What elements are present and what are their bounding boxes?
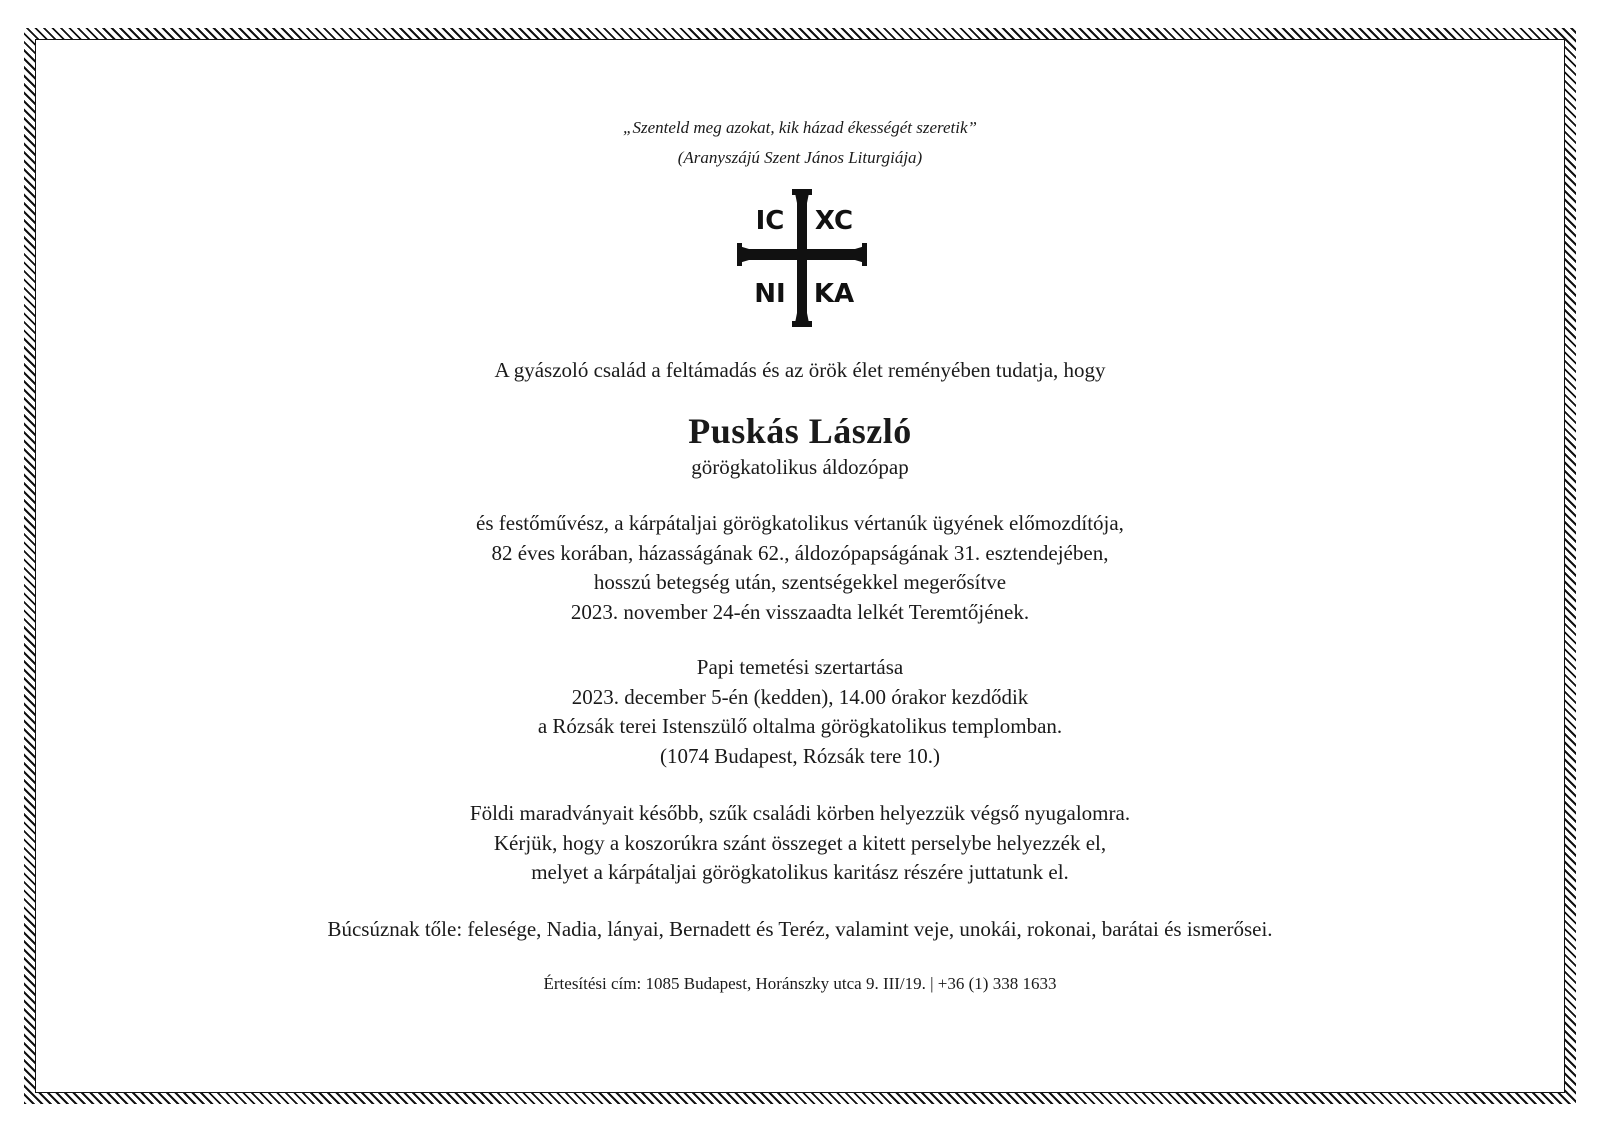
farewell-line: Búcsúznak tőle: felesége, Nadia, lányai, Bernadett és Teréz, valamint veje, unokái, rokonai, barátai és ismerősei. bbox=[327, 917, 1273, 941]
text-line: (1074 Budapest, Rózsák tere 10.) bbox=[660, 743, 940, 768]
cross-text-top-right: XC bbox=[814, 206, 854, 236]
cross-text-bottom-right: KA bbox=[813, 279, 855, 309]
motto bbox=[35, 113, 1565, 173]
text-line: a Rózsák terei Istenszülő oltalma görögkatolikus templomban. bbox=[537, 714, 1063, 738]
burial-paragraph bbox=[35, 799, 1565, 888]
contact-line: Értesítési cím: 1085 Budapest, Horánszky utca 9. III/19. | +36 (1) 338 1633 bbox=[543, 974, 1057, 993]
motto-source: (Aranyszájú Szent János Liturgiája) bbox=[677, 148, 923, 167]
text-line: hosszú betegség után, szentségekkel megerősítve bbox=[593, 570, 1007, 594]
text-line: melyet a kárpátaljai görögkatolikus karitász részére juttatunk el. bbox=[531, 860, 1069, 884]
text-line: Földi maradványait később, szűk családi körben helyezzük végső nyugalomra. bbox=[469, 801, 1131, 825]
funeral-details-paragraph bbox=[35, 653, 1565, 771]
motto-quote: „Szenteld meg azokat, kik házad ékességét szeretik” bbox=[623, 118, 977, 137]
text-line: és festőművész, a kárpátaljai görögkatolikus vértanúk ügyének előmozdítója, bbox=[476, 511, 1124, 535]
biography-paragraph bbox=[35, 509, 1565, 627]
text-line: Kérjük, hogy a koszorúkra szánt összeget a kitett perselybe helyezzék el, bbox=[493, 830, 1107, 855]
text-line: 82 éves korában, házasságának 62., áldozópapságának 31. esztendejében, bbox=[491, 540, 1109, 565]
text-line: Papi temetési szertartása bbox=[696, 655, 904, 679]
text-line: 2023. december 5-én (kedden), 14.00 órakor kezdődik bbox=[571, 684, 1029, 709]
cross-text-bottom-left: NI bbox=[754, 279, 786, 309]
deceased-name: Puskás László bbox=[688, 411, 912, 451]
deceased-title: görögkatolikus áldozópap bbox=[691, 455, 909, 479]
text-line: 2023. november 24-én visszaadta lelkét Teremtőjének. bbox=[570, 599, 1030, 624]
orthodox-cross-icon bbox=[737, 189, 867, 327]
intro-line: A gyászoló család a feltámadás és az örök élet reményében tudatja, hogy bbox=[494, 358, 1106, 382]
cross-text-top-left: IC bbox=[755, 206, 785, 236]
